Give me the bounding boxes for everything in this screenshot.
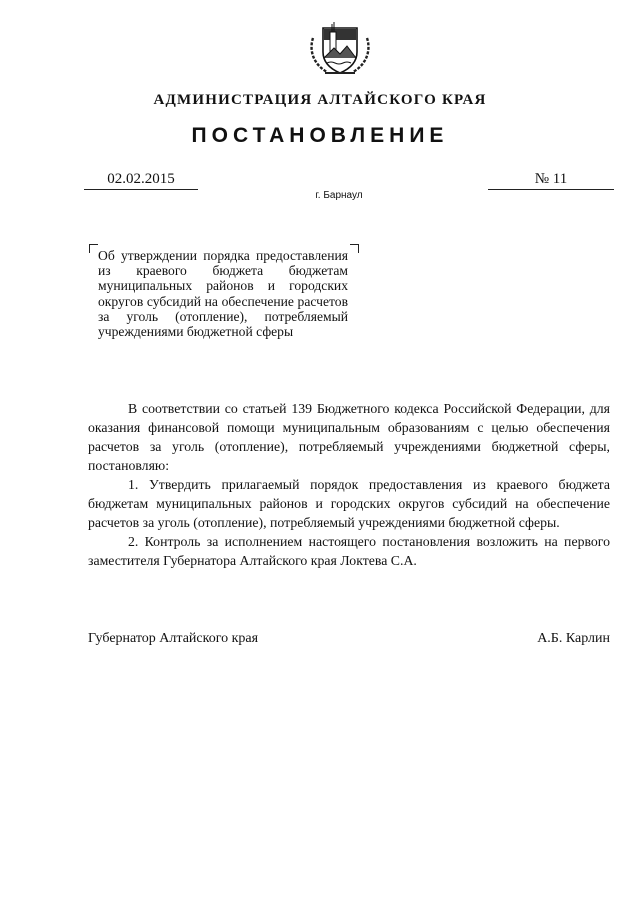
signature-name: А.Б. Карлин — [537, 631, 610, 646]
administration-title: АДМИНИСТРАЦИЯ АЛТАЙСКОГО КРАЯ — [153, 92, 487, 108]
subject-bracket-left — [89, 244, 98, 253]
body-preamble: В соответствии со статьей 139 Бюджетного кодекса Российской Федерации, для оказания финансовой помощи муниципальным образованиям с целью обеспечения расчетов за уголь (отопление), потребляемый учреждениями бюджетной сферы, постановляю: — [88, 401, 610, 473]
body-item-1: 1. Утвердить прилагаемый порядок предоставления из краевого бюджета бюджетам муниципальных районов и городских округов субсидий на обеспечение расчетов за уголь (отопление), потребляемый учреждениями бюджетной сферы. — [88, 477, 610, 530]
signature-role: Губернатор Алтайского края — [88, 631, 259, 646]
body-item-2: 2. Контроль за исполнением настоящего постановления возложить на первого заместителя Губернатора Алтайского края Локтева С.А. — [88, 534, 610, 568]
document-city: г. Барнаул — [315, 190, 363, 201]
document-number: № 11 — [488, 171, 614, 190]
document-date: 02.02.2015 — [84, 171, 198, 190]
document-subject: Об утверждении порядка предоставления из краевого бюджета бюджетам муниципальных районов и городских округов субсидий на обеспечение расчетов за уголь (отопление), потребляемый учреждениями бюджетной сферы — [98, 248, 348, 340]
document-body — [88, 399, 610, 570]
altai-krai-coat-of-arms-icon — [303, 18, 377, 76]
subject-bracket-right — [350, 244, 359, 253]
document-type-title: ПОСТАНОВЛЕНИЕ — [191, 124, 449, 147]
